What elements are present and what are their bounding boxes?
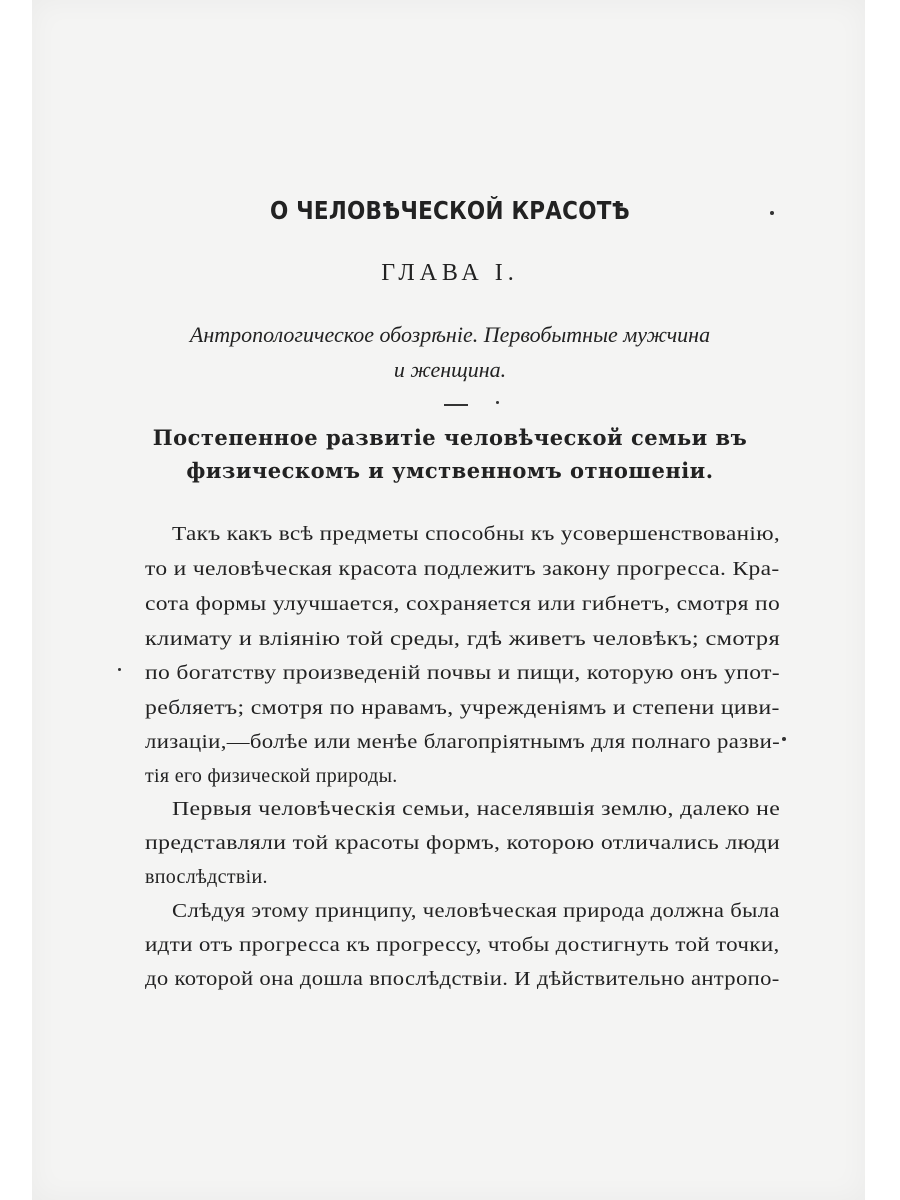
- section-heading-line-1: Постепенное развитіе человѣческой семьи въ: [152, 425, 748, 450]
- section-divider: [444, 404, 468, 406]
- body-line: Первыя человѣческія семьи, населявшія землю, далеко не: [172, 798, 781, 820]
- body-line: представляли той красоты формъ, которою отличались люди: [145, 832, 781, 854]
- chapter-subtitle-line-1: Антропологическое обозрѣніе. Первобытные мужчина: [189, 322, 711, 347]
- body-line: тія его физической природы.: [145, 765, 398, 787]
- body-line: лизаціи,—болѣе или менѣе благопріятнымъ для полнаго разви-: [145, 731, 781, 753]
- body-line: Слѣдуя этому принципу, человѣческая природа должна была: [172, 900, 780, 922]
- body-line: впослѣдствіи.: [145, 866, 268, 888]
- ink-speck: [770, 211, 774, 215]
- body-line: ребляетъ; смотря по нравамъ, учрежденіямъ и степени циви-: [145, 697, 780, 719]
- body-line: климату и вліянію той среды, гдѣ живетъ человѣкъ; смотря: [145, 628, 780, 650]
- body-line: по богатству произведеній почвы и пищи, которую онъ упот-: [145, 662, 780, 684]
- chapter-subtitle-line-2: и женщина.: [393, 357, 507, 382]
- ink-speck: [782, 737, 786, 741]
- ink-speck: [118, 668, 121, 671]
- chapter-heading: ГЛАВА I.: [381, 260, 519, 286]
- body-line: до которой она дошла впослѣдствіи. И дѣйствительно антропо-: [145, 968, 780, 990]
- body-line: сота формы улучшается, сохраняется или гибнетъ, смотря по: [145, 593, 781, 615]
- ink-speck: [496, 401, 499, 404]
- body-line: то и человѣческая красота подлежитъ закону прогресса. Кра-: [145, 558, 780, 580]
- body-line: идти отъ прогресса къ прогрессу, чтобы достигнуть той точки,: [145, 934, 780, 956]
- body-line: Такъ какъ всѣ предметы способны къ усовершенствованію,: [172, 523, 781, 545]
- page-title: О ЧЕЛОВѢЧЕСКОЙ КРАСОТѢ: [269, 196, 631, 225]
- section-heading-line-2: физическомъ и умственномъ отношеніи.: [186, 458, 714, 483]
